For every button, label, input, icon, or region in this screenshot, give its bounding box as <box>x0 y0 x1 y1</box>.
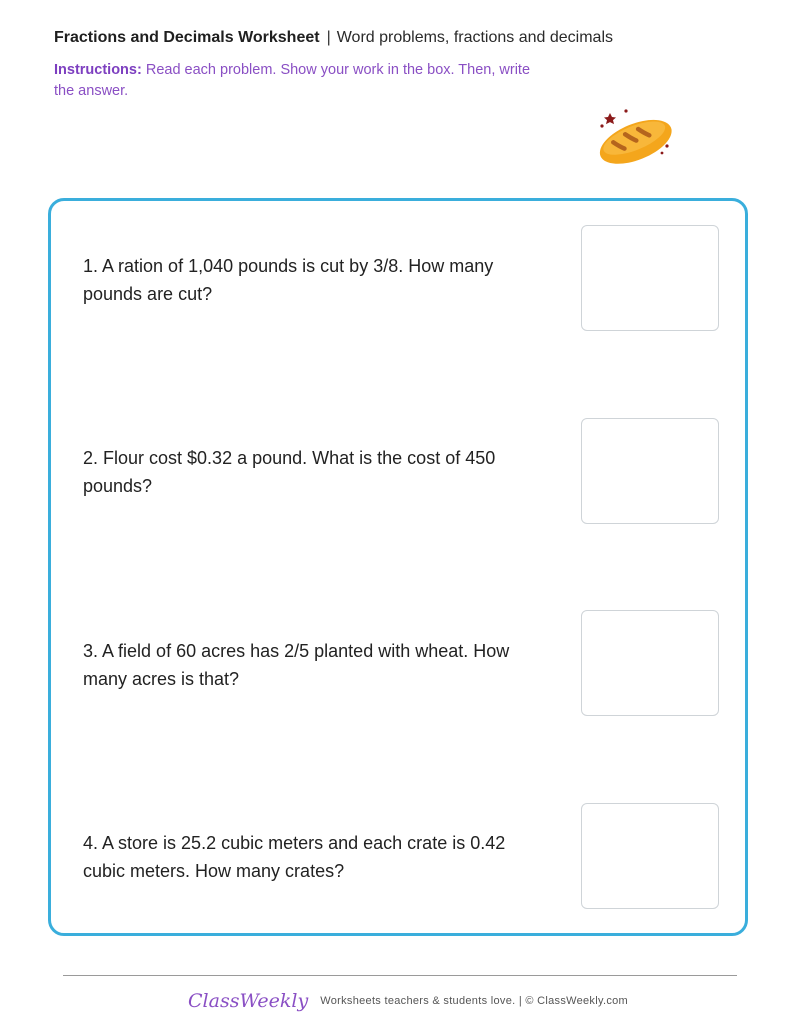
answer-box-3[interactable] <box>581 610 719 716</box>
problem-4: 4. A store is 25.2 cubic meters and each crate is 0.42 cubic meters. How many crates? <box>83 833 506 881</box>
instructions-label: Instructions: <box>54 62 142 78</box>
answer-box-4[interactable] <box>581 803 719 909</box>
problems-box <box>48 198 748 936</box>
footer-tagline: Worksheets teachers & students love. | © ClassWeekly.com <box>320 995 628 1007</box>
worksheet-title: Fractions and Decimals Worksheet <box>54 29 320 46</box>
brand-logo: ClassWeekly <box>188 990 309 1012</box>
problem-3: 3. A field of 60 acres has 2/5 planted with wheat. How many acres is that? <box>83 641 510 689</box>
footer <box>188 986 628 1016</box>
answer-box-2[interactable] <box>581 418 719 524</box>
worksheet-subtitle: Word problems, fractions and decimals <box>336 29 613 46</box>
problem-1: 1. A ration of 1,040 pounds is cut by 3/8. How many pounds are cut? <box>83 256 494 304</box>
header-separator: | <box>326 29 331 46</box>
instructions <box>54 60 544 102</box>
bread-icon <box>592 106 678 170</box>
footer-divider <box>63 975 737 976</box>
problem-2: 2. Flour cost $0.32 a pound. What is the cost of 450 pounds? <box>83 448 496 496</box>
instructions-text: Read each problem. Show your work in the box. Then, write the answer. <box>54 62 531 99</box>
answer-box-1[interactable] <box>581 225 719 331</box>
worksheet-header <box>54 28 613 48</box>
